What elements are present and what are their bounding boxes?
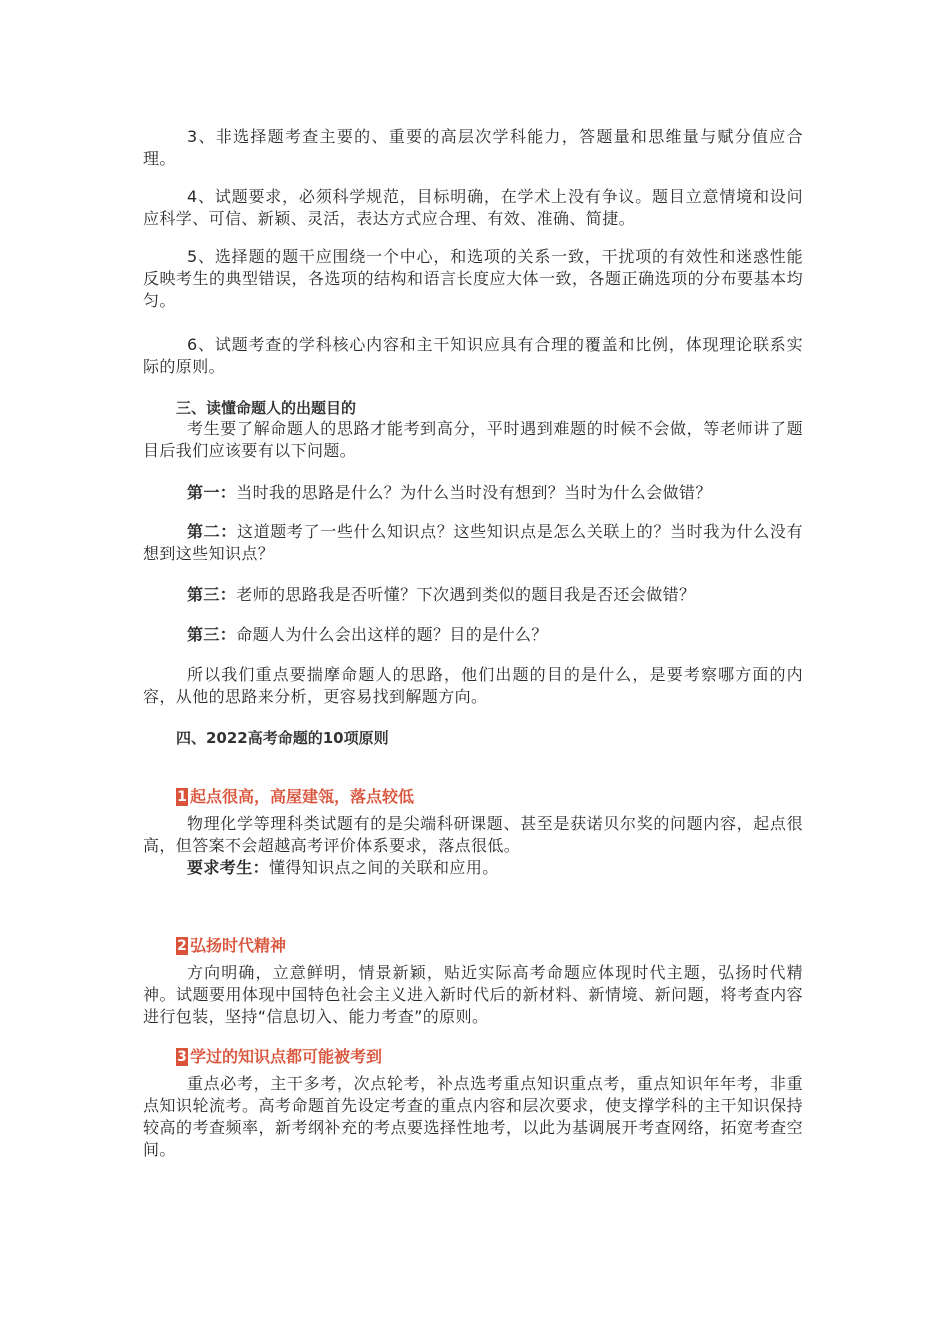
question-1-lead: 第一： [187, 483, 237, 502]
section-3-conclusion: 所以我们重点要揣摩命题人的思路，他们出题的目的是什么，是要考察哪方面的内容，从他的思路来分析，更容易找到解题方向。 [143, 665, 803, 706]
paragraph-3: 3、非选择题考查主要的、重要的高层次学科能力，答题量和思维量与赋分值应合理。 [143, 127, 803, 168]
principle-2-number-badge: 2 [177, 938, 187, 954]
principle-2-title-text: 弘扬时代精神 [190, 936, 287, 955]
paragraph-4: 4、试题要求，必须科学规范，目标明确，在学术上没有争议。题目立意情境和设问应科学、可信、新颖、灵活，表达方式应合理、有效、准确、简捷。 [143, 187, 803, 228]
section-3-intro: 考生要了解命题人的思路才能考到高分，平时遇到难题的时候不会做，等老师讲了题目后我们应该要有以下问题。 [143, 419, 803, 460]
section-4-heading: 四、2022高考命题的10项原则 [176, 729, 389, 747]
principle-3-number-badge: 3 [177, 1049, 187, 1065]
principle-2-title [176, 935, 286, 957]
question-1 [143, 482, 803, 504]
principle-1-requirement-text: 懂得知识点之间的关联和应用。 [269, 858, 499, 877]
principle-1-requirement-lead: 要求考生： [187, 858, 270, 877]
principle-3-title [176, 1046, 382, 1068]
principle-3-title-text: 学过的知识点都可能被考到 [190, 1047, 383, 1066]
question-3 [143, 584, 803, 606]
principle-1-number-badge: 1 [177, 789, 187, 805]
question-2 [143, 521, 803, 565]
section-3-heading: 三、读懂命题人的出题目的 [176, 399, 357, 417]
paragraph-6: 6、试题考查的学科核心内容和主干知识应具有合理的覆盖和比例，体现理论联系实际的原则。 [143, 335, 803, 376]
principle-3-body: 重点必考，主干多考，次点轮考，补点选考重点知识重点考，重点知识年年考，非重点知识轮流考。高考命题首先设定考查的重点内容和层次要求，使支撑学科的主干知识保持较高的考查频率，新考纲补充的考点要选择性地考，以此为基调展开考查网络，拓宽考查空间。 [143, 1074, 803, 1159]
principle-1-title-text: 起点很高，高屋建瓴，落点较低 [190, 787, 415, 806]
question-4-text: 命题人为什么会出这样的题？目的是什么？ [236, 625, 548, 644]
paragraph-5: 5、选择题的题干应围绕一个中心，和选项的关系一致，干扰项的有效性和迷惑性能反映考生的典型错误，各选项的结构和语言长度应大体一致，各题正确选项的分布要基本均匀。 [143, 247, 803, 310]
question-1-text: 当时我的思路是什么？为什么当时没有想到？当时为什么会做错？ [236, 483, 712, 502]
principle-1-body: 物理化学等理科类试题有的是尖端科研课题、甚至是获诺贝尔奖的问题内容，起点很高，但答案不会超越高考评价体系要求，落点很低。 [143, 814, 803, 855]
principle-1-title [176, 786, 414, 808]
question-3-lead: 第三： [187, 585, 237, 604]
question-4 [143, 624, 803, 646]
principle-2-body: 方向明确，立意鲜明，情景新颖，贴近实际高考命题应体现时代主题，弘扬时代精神。试题要用体现中国特色社会主义进入新时代后的新材料、新情境、新问题，将考查内容进行包装，坚持“信息切入、能力考查”的原则。 [143, 963, 803, 1026]
question-2-text: 这道题考了一些什么知识点？这些知识点是怎么关联上的？当时我为什么没有想到这些知识点？ [143, 522, 803, 563]
question-3-text: 老师的思路我是否听懂？下次遇到类似的题目我是否还会做错？ [236, 585, 696, 604]
principle-1-requirement [143, 857, 803, 879]
question-4-lead: 第三： [187, 625, 237, 644]
question-2-lead: 第二： [187, 522, 237, 541]
